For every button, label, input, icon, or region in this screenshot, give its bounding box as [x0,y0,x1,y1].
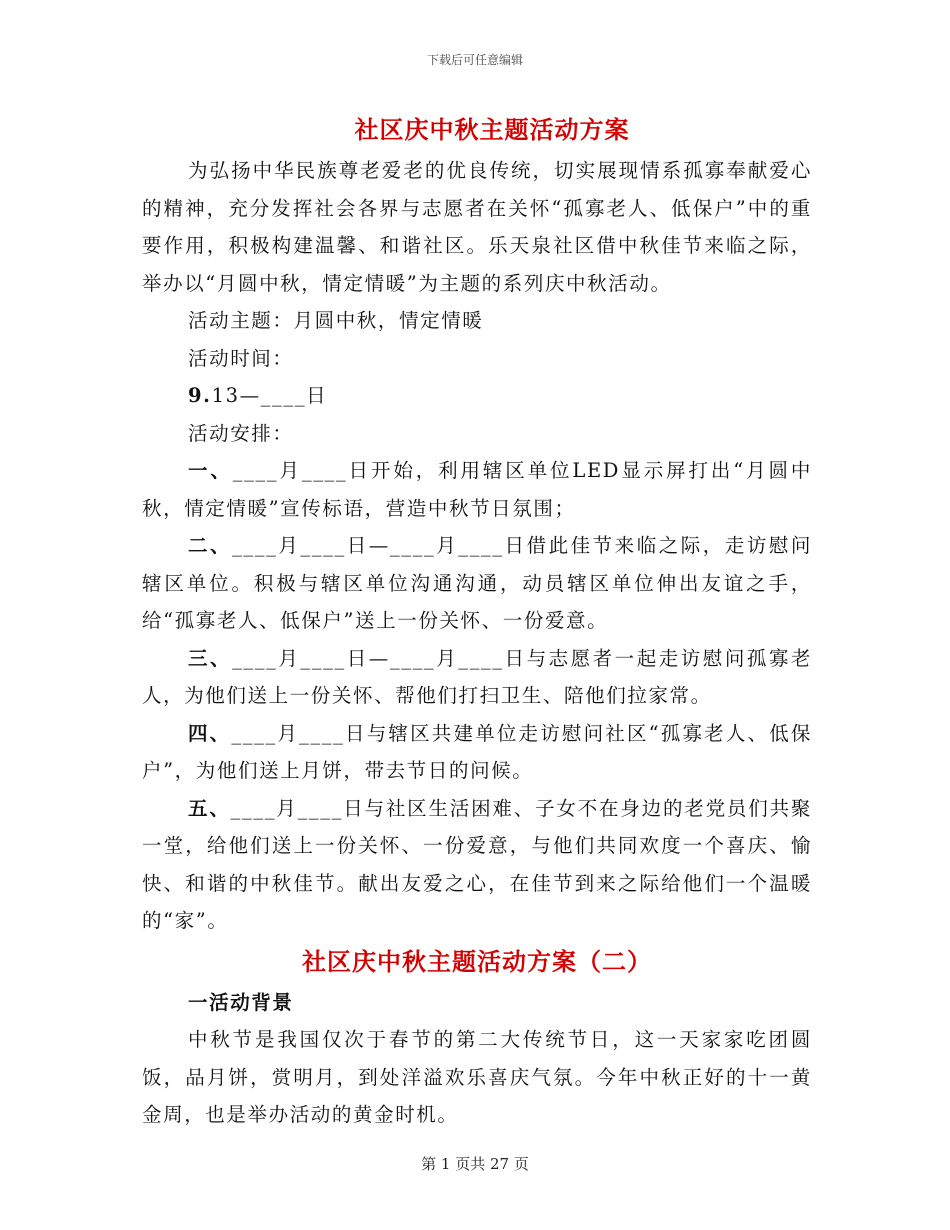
item-number: 四、 [188,721,232,745]
item-text: ____月____日开始，利用辖区单位LED显示屏打出“月圆中秋，情定情暖”宣传标语，营造中秋节日氛围； [142,459,812,520]
arrangement-item-3 [142,640,812,715]
arrangement-label: 活动安排： [188,421,294,445]
date-rest: 13—____日 [211,384,328,407]
page-footer: 第 1 页共 27 页 [421,1155,529,1173]
page-header: 下载后可任意编辑 [426,53,523,67]
item-number: 三、 [188,646,233,670]
item-text: ____月____日与辖区共建单位走访慰问社区“孤寡老人、低保户”，为他们送上月饼，带去节日的问候。 [142,721,812,782]
intro-paragraph: 为弘扬中华民族尊老爱老的优良传统，切实展现情系孤寡奉献爱心的精神，充分发挥社会各界与志愿者在关怀“孤寡老人、低保户”中的重要作用，积极构建温馨、和谐社区。乐天泉社区借中秋佳节来临之际，举办以“月圆中秋，情定情暖”为主题的系列庆中秋活动。 [142,159,812,295]
document-title: 社区庆中秋主题活动方案 [354,115,630,144]
item-text: ____月____日—____月____日借此佳节来临之际，走访慰问辖区单位。积极与辖区单位沟通沟通，动员辖区单位伸出友谊之手，给“孤寡老人、低保户”送上一份关怀、一份爱意。 [142,534,812,632]
theme-line: 活动主题：月圆中秋，情定情暖 [188,309,484,332]
item-text: ____月____日—____月____日与志愿者一起走访慰问孤寡老人，为他们送上一份关怀、帮他们打扫卫生、陪他们拉家常。 [142,646,812,707]
arrangement-item-5 [142,790,812,940]
arrangement-item-2 [142,527,812,640]
document-body [142,108,812,1134]
background-paragraph: 中秋节是我国仅次于春节的第二大传统节日，这一天家家吃团圆饭，品月饼，赏明月，到处洋溢欢乐喜庆气氛。今年中秋正好的十一黄金周，也是举办活动的黄金时机。 [142,1028,812,1126]
date-prefix: 9. [188,384,212,407]
time-label: 活动时间： [188,346,294,370]
item-number: 五、 [188,796,231,820]
section-heading-background: 一活动背景 [188,990,294,1014]
item-text: ____月____日与社区生活困难、子女不在身边的老党员们共聚一堂，给他们送上一份关怀、一份爱意，与他们共同欢度一个喜庆、愉快、和谐的中秋佳节。献出友爱之心，在佳节到来之际给他们一个温暖的“家”。 [142,796,812,932]
arrangement-item-1 [142,452,812,527]
item-number: 二、 [188,534,233,557]
date-line [142,377,812,415]
second-document-title: 社区庆中秋主题活动方案（二） [302,946,652,976]
arrangement-item-4 [142,715,812,790]
item-number: 一、 [188,459,233,482]
